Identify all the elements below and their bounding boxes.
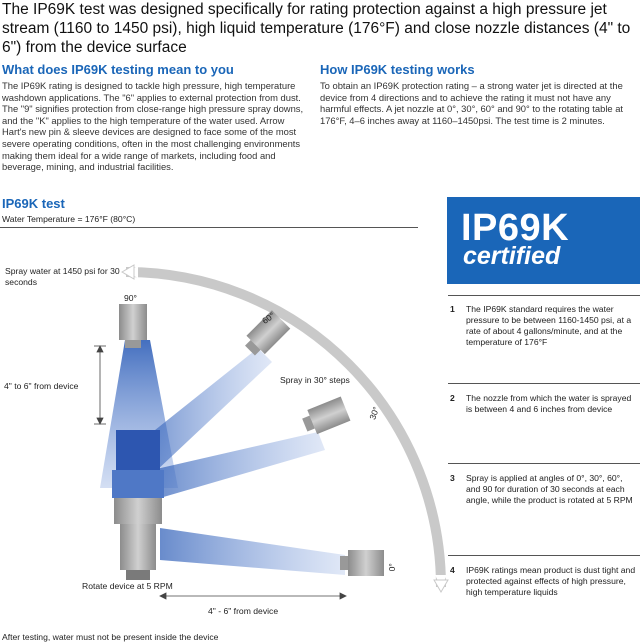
angle-0-label: 0°: [386, 563, 397, 572]
note-text: The IP69K standard requires the water pressure to be between 1160-1450 psi, at a rate of about 4 gallons/minute, and at the temperature of 176°F: [466, 304, 632, 347]
angle-60-label: 60°: [260, 310, 277, 326]
note-divider: [448, 555, 640, 556]
note-1: [448, 304, 640, 354]
nozzle-30: [300, 397, 351, 438]
angle-30-label: 30°: [367, 405, 382, 421]
note-3: [448, 473, 640, 523]
note-number: 3: [450, 473, 455, 483]
test-device: [112, 430, 164, 580]
note-number: 1: [450, 304, 455, 314]
note-divider: [448, 383, 640, 384]
spray-0: [160, 528, 345, 575]
badge-main-text: IP69K: [461, 207, 570, 249]
bottom-distance-label: 4" - 6" from device: [208, 606, 279, 616]
footer-note: After testing, water must not be present inside the device: [2, 632, 219, 642]
distance-marker-horizontal: [160, 593, 346, 599]
note-number: 4: [450, 565, 455, 575]
note-4: [448, 565, 640, 605]
right-section-title: How IP69K testing works: [320, 62, 475, 77]
left-section-title: What does IP69K testing mean to you: [2, 62, 234, 77]
right-section-body: To obtain an IP69K protection rating – a strong water jet is directed at the device from 4 directions and to achieve the rating it must not have any harmful effects. A jet nozzle at 0°, 30°, 60° and 90° to the rotating table at 176°F, 4–6 inches away at 1160–1450psi. The test time is 2 minutes.: [320, 80, 624, 126]
rotate-label: Rotate device at 5 RPM: [82, 581, 173, 591]
note-text: Spray is applied at angles of 0°, 30°, 60°, and 90 for duration of 30 seconds at each angle, while the product is rotated at 5 RPM: [466, 473, 633, 505]
note-number: 2: [450, 393, 455, 403]
steps-label: Spray in 30° steps: [280, 375, 350, 385]
ip69k-certified-badge: [447, 197, 640, 284]
distance-marker-vertical: [94, 346, 106, 424]
note-text: IP69K ratings mean product is dust tight and protected against effects of high pressure, high temperature liquids: [466, 565, 636, 597]
note-divider: [448, 295, 640, 296]
note-text: The nozzle from which the water is sprayed is between 4 and 6 inches from device: [466, 393, 632, 414]
distance-label: 4" to 6" from device: [4, 381, 79, 391]
note-divider: [448, 463, 640, 464]
note-2: [448, 393, 640, 433]
headline: The IP69K test was designed specifically for rating protection against a high pressure jet stream (1160 to 1450 psi), high liquid temperature (176°F) and close nozzle distances (4" to 6") from the device surface: [2, 1, 631, 56]
left-section-body: The IP69K rating is designed to tackle high pressure, high temperature washdown applications. The "6" applies to external protection from dust. The "9" signifies protection from close-range high pressure spray downs, and the "K" applies to the high temperature of the water used. Arrow Hart's new pin & sleeve devices are designed to face some of the most severe operating conditions, often in the most challenging environments making them ideal for a wide range of markets, including food and beverage, mining, and industrial facilities.: [2, 80, 304, 173]
spray-water-label: Spray water at 1450 psi for 30 seconds: [5, 266, 120, 287]
diagram-title: IP69K test: [2, 196, 65, 211]
badge-sub-text: certified: [463, 242, 561, 270]
nozzle-0: [340, 550, 384, 576]
angle-90-label: 90°: [124, 293, 137, 303]
water-temperature: Water Temperature = 176°F (80°C): [2, 214, 136, 224]
